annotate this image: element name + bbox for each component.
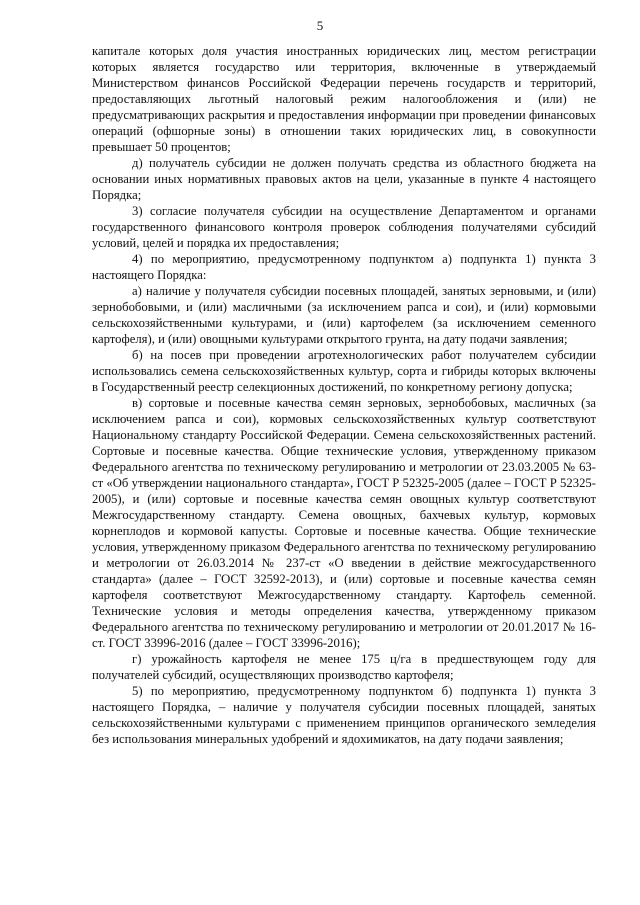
paragraph-4b-registered-seeds: б) на посев при проведении агротехнологических работ получателем субсидии использовались семена сельскохозяйственных культур, сорта и гибриды которых включены в Государственный реестр селекционных достижений, по конкретному региону допуска;	[92, 348, 596, 394]
paragraph-foreign-capital-end: капитале которых доля участия иностранных юридических лиц, местом регистрации которых является государство или территория, включенные в утверждаемый Министерством финансов Российской Федерации перечень государств и территорий, предоставляющих льготный налоговый режим налогообложения и (или) не предусматривающих раскрытия и предоставления информации при проведении финансовых операций (офшорные зоны) в отношении таких юридических лиц, в совокупности превышает 50 процентов;	[92, 44, 596, 154]
paragraph-d-no-other-funds: д) получатель субсидии не должен получать средства из областного бюджета на основании иных нормативных правовых актов на цели, указанные в пункте 4 настоящего Порядка;	[92, 156, 596, 202]
paragraph-4a-sown-areas: а) наличие у получателя субсидии посевных площадей, занятых зерновыми, и (или) зернобобовыми, и (или) масличными (за исключением рапса и сои), и (или) кормовыми сельскохозяйственными культурами, и (или) картофелем (за исключением семенного картофеля), и (или) овощными культурами открытого грунта, на дату подачи заявления;	[92, 284, 596, 346]
paragraph-3-consent-inspections: 3) согласие получателя субсидии на осуществление Департаментом и органами государственного финансового контроля проверок соблюдения получателями субсидий условий, целей и порядка их предоставления;	[92, 204, 596, 250]
paragraph-4g-potato-yield: г) урожайность картофеля не менее 175 ц/га в предшествующем году для получателей субсидий, осуществляющих производство картофеля;	[92, 652, 596, 682]
paragraph-4-measure-a: 4) по мероприятию, предусмотренному подпунктом а) подпункта 1) пункта 3 настоящего Порядка:	[92, 252, 596, 282]
document-body	[92, 43, 596, 747]
paragraph-4v-seed-quality-standards: в) сортовые и посевные качества семян зерновых, зернобобовых, масличных (за исключением рапса и сои), кормовых сельскохозяйственных культур соответствуют Национальному стандарту Российской Федерации. Семена сельскохозяйственных растений. Сортовые и посевные качества. Общие технические условия, утвержденному приказом Федерального агентства по техническому регулированию и метрологии от 23.03.2005 № 63-ст «Об утверждении национального стандарта», ГОСТ Р 52325-2005 (далее – ГОСТ Р 52325-2005), и (или) сортовые и посевные качества семян овощных культур соответствуют Межгосударственному стандарту. Семена овощных, бахчевых культур, кормовых корнеплодов и кормовой капусты. Сортовые и посевные качества. Общие технические условия, утвержденному приказом Федерального агентства по техническому регулированию и метрологии от 26.03.2014 № 237-ст «О введении в действие межгосударственного стандарта» (далее – ГОСТ 32592-2013), и (или) сортовые и посевные качества семян картофеля соответствуют Межгосударственному стандарту. Картофель семенной. Технические условия и методы определения качества, утвержденному приказом Федерального агентства по техническому регулированию и метрологии от 20.01.2017 № 16-ст. ГОСТ 33996-2016 (далее – ГОСТ 33996-2016);	[92, 396, 596, 650]
paragraph-5-organic-farming: 5) по мероприятию, предусмотренному подпунктом б) подпункта 1) пункта 3 настоящего Порядка, – наличие у получателя субсидии посевных площадей, занятых сельскохозяйственными культурами с применением принципов органического земледелия без использования минеральных удобрений и ядохимикатов, на дату подачи заявления;	[92, 684, 596, 746]
page-number: 5	[316, 18, 324, 33]
